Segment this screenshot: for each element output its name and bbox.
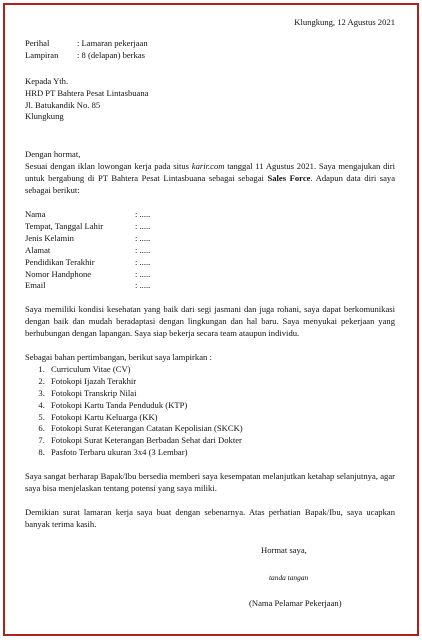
list-item: 4. Fotokopi Kartu Tanda Penduduk (KTP) [47,400,395,412]
field-value: : ..... [135,232,151,243]
field-row [25,221,395,233]
field-row [25,245,395,257]
lampiran-label: Lampiran [25,49,59,60]
field-label: Alamat [25,244,51,255]
lampiran-value: : 8 (delapan) berkas [77,49,146,60]
field-value: : ..... [135,208,151,219]
list-item: 5. Fotokopi Kartu Keluarga (KK) [47,412,395,424]
opening-text-a: Sesuai dengan iklan lowongan kerja pada situs [25,161,192,172]
field-value: : ..... [135,244,151,255]
job-site: karir.com [191,161,225,172]
lampiran-row [25,50,395,62]
perihal-value: : Lamaran pekerjaan [77,37,148,48]
field-label: Pendidikan Terakhir [25,256,95,267]
list-item: 3. Fotokopi Transkrip Nilai [47,388,395,400]
recipient-line: Klungkung [25,111,64,122]
opening-paragraph [25,161,395,197]
recipient-line: Kepada Yth. [25,75,69,86]
applicant-name: (Nama Pelamar Pekerjaan) [249,597,342,608]
letter-date: Klungkung, 12 Agustus 2021 [294,17,395,27]
list-item: 7. Fotokopi Surat Keterangan Berbadan Sehat dari Dokter [47,435,395,447]
applied-position: Sales Force [267,173,311,184]
signature-placeholder: tanda tangan [269,572,309,582]
field-row [25,233,395,245]
qualification-paragraph: Saya memiliki kondisi kesehatan yang baik dari segi jasmani dan juga rohani, saya dapat berkomunikasi dengan baik dan mudah beradaptasi dengan lingkungan dan hal baru. Saya menyukai pekerjaan yang berhubungan dengan lapangan. Saya siap bekerja secara team ataupun individu. [25,304,395,339]
field-value: : ..... [135,256,151,267]
list-item: 2. Fotokopi Ijazah Terakhir [47,376,395,388]
letter-body [25,17,395,610]
closing-paragraph: Demikian surat lamaran kerja saya buat dengan sebenarnya. Atas perhatian Bapak/Ibu, saya ucapkan banyak terima kasih. [25,507,395,529]
recipient-line: Jl. Batukandik No. 85 [25,99,101,110]
field-label: Tempat, Tanggal Lahir [25,220,104,231]
signature-block [249,544,395,610]
closing-greeting: Hormat saya, [261,544,307,555]
recipient-line: HRD PT Bahtera Pesat Lintasbuana [25,87,149,98]
attachments-list [25,364,395,459]
attachments-intro: Sebagai bahan pertimbangan, berikut saya lampirkan : [25,352,212,363]
field-label: Jenis Kelamin [25,232,74,243]
perihal-label: Perihal [25,37,50,48]
opening-text-b: tanggal 11 Agustus 2021. Saya mengajukan diri untuk bergabung di PT Bahtera Pesat Lintasbuana sebagai sebagai [25,161,396,184]
field-row [25,209,395,221]
personal-data [25,209,395,292]
list-item: 8. Pasfoto Terbaru ukuran 3x4 (3 Lembar) [47,447,395,459]
letter-page [3,3,419,636]
opening-text-c: . Adapun data diri saya sebagai berikut: [25,173,396,196]
field-row [25,280,395,292]
list-item: 6. Fotokopi Surat Keterangan Catatan Kepolisian (SKCK) [47,423,395,435]
field-value: : ..... [135,268,151,279]
field-label: Email [25,280,46,291]
salutation: Dengan hormat, [25,149,81,160]
hope-paragraph: Saya sangat berharap Bapak/Ibu bersedia memberi saya kesempatan melanjutkan ketahap selanjutnya, agar saya bisa menjelaskan tentang potensi yang saya miliki. [25,471,395,494]
field-value: : ..... [135,220,151,231]
field-label: Nama [25,208,46,219]
recipient-block [25,76,395,124]
perihal-row [25,38,395,50]
field-value: : ..... [135,280,151,291]
list-item: 1. Curriculum Vitae (CV) [47,364,395,376]
field-row [25,257,395,269]
field-label: Nomor Handphone [25,268,92,279]
field-row [25,269,395,281]
